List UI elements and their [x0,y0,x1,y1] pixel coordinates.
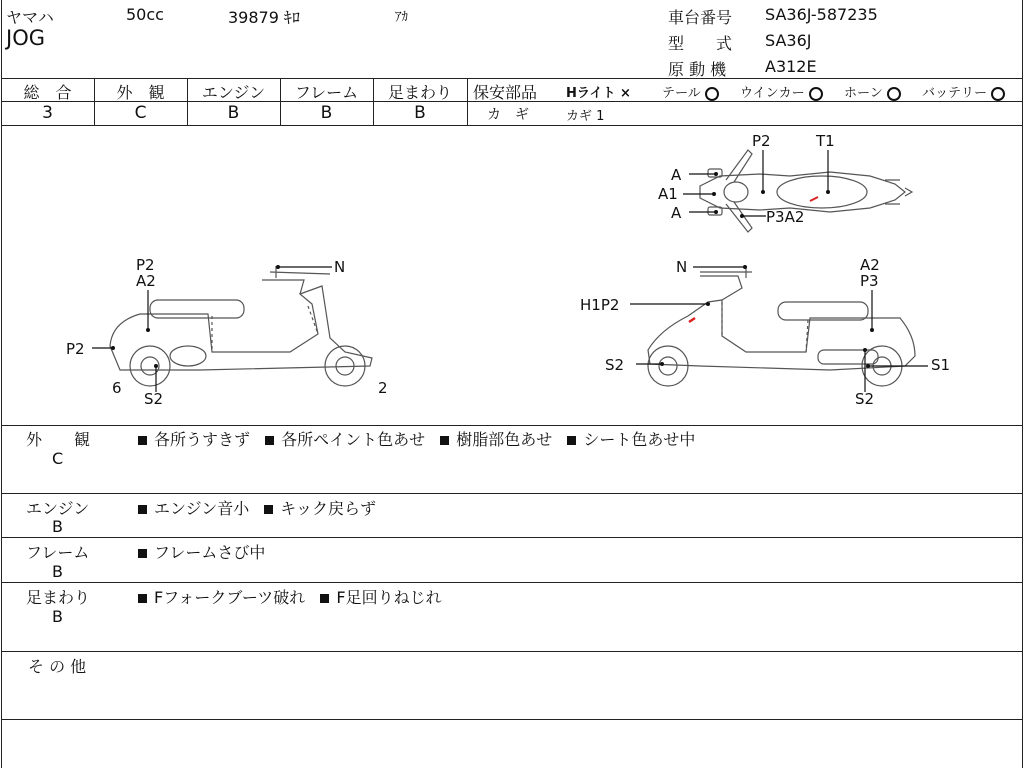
exterior-grade-label: 外 観 [116,83,165,102]
displacement: 50cc [126,5,164,24]
note-item: キック戻らず [264,499,376,518]
horn-status [844,82,901,101]
label-p3: P3 [860,272,879,290]
label-s1: S1 [931,356,951,374]
type-label: 型 式 [668,34,733,53]
label-h1p2: H1P2 [580,296,620,314]
label-p2: P2 [66,340,85,358]
notes-suspension-items [138,585,452,608]
color: ｱｶ [395,10,408,25]
notes-other-label: そ の 他 [28,657,87,676]
label-s2: S2 [855,390,875,408]
note-item: 樹脂部色あせ [440,430,552,449]
overall-grade-label: 総 合 [23,83,72,102]
note-item: 各所うすきず [138,430,250,449]
scooter-top-view [700,150,912,232]
headlight-status: Hライト × [566,86,631,101]
divider [1,537,1022,538]
label-s2: S2 [144,390,164,408]
label-6: 6 [112,379,122,397]
ok-circle-icon [991,87,1005,101]
notes-frame-items [138,540,275,563]
notes-suspension-grade: B [52,607,63,626]
label-n: N [676,258,688,276]
label-p2: P2 [136,256,155,274]
ok-circle-icon [809,87,823,101]
horn-label: ホーン [844,86,883,101]
notes-suspension-label: 足まわり [26,588,91,607]
frame-number-label: 車台番号 [668,8,733,27]
maker: ヤマハ [6,8,54,27]
frame-grade-label: フレーム [294,83,359,102]
label-s2: S2 [605,356,625,374]
battery-label: バッテリー [922,86,988,101]
label-t1: T1 [816,132,835,150]
engine-model-value: A312E [765,57,817,76]
note-item: シート色あせ中 [567,430,695,449]
damage-diagram [0,126,1024,426]
divider [1,493,1022,494]
divider [467,78,468,125]
engine-grade-label: エンジン [201,83,266,102]
notes-frame-label: フレーム [26,543,90,562]
notes-engine-label: エンジン [26,499,90,518]
note-item: F足回りねじれ [320,588,441,607]
divider [1,582,1022,583]
note-item: フレームさび中 [138,543,265,562]
note-item: Fフォークブーツ破れ [138,588,305,607]
model-name: JOG [6,26,45,50]
damage-mark [689,318,695,322]
notes-exterior-items [138,427,705,450]
ok-circle-icon [705,87,719,101]
mileage: 39879 ｷﾛ [228,8,300,27]
key-value: カギ 1 [566,109,605,124]
overall-grade: 3 [42,103,53,123]
divider [1,651,1022,652]
damage-mark [810,197,818,201]
notes-engine-grade: B [52,517,63,536]
battery-status [922,82,1005,101]
note-item: エンジン音小 [138,499,249,518]
engine-grade: B [227,103,240,123]
ok-circle-icon [887,87,901,101]
label-p3a2: P3A2 [766,208,805,226]
notes-engine-items [138,496,386,519]
frame-grade: B [320,103,333,123]
divider [1,78,1022,79]
frame-number: SA36J-587235 [765,5,878,24]
suspension-grade: B [414,103,426,123]
winker-label: ウインカー [740,86,805,101]
label-2: 2 [378,379,388,397]
label-a: A [671,204,682,222]
type-value: SA36J [765,31,812,50]
tail-status [662,82,719,101]
label-a2: A2 [136,272,156,290]
exterior-grade: C [134,103,147,123]
key-label: カ ギ [487,107,529,123]
divider [467,101,1022,102]
notes-exterior-label: 外 観 [26,430,91,449]
label-n: N [334,258,346,276]
safety-parts-label: 保安部品 [473,83,538,102]
divider [1,719,1022,720]
label-a: A [671,166,682,184]
engine-model-label: 原 動 機 [668,60,727,79]
label-a2: A2 [860,256,880,274]
notes-exterior-grade: C [52,449,64,468]
note-item: 各所ペイント色あせ [265,430,425,449]
label-p2: P2 [752,132,771,150]
winker-status [740,82,823,101]
notes-frame-grade: B [52,562,63,581]
suspension-grade-label: 足まわり [387,83,452,102]
label-a1: A1 [658,185,678,203]
tail-label: テール [662,86,701,101]
